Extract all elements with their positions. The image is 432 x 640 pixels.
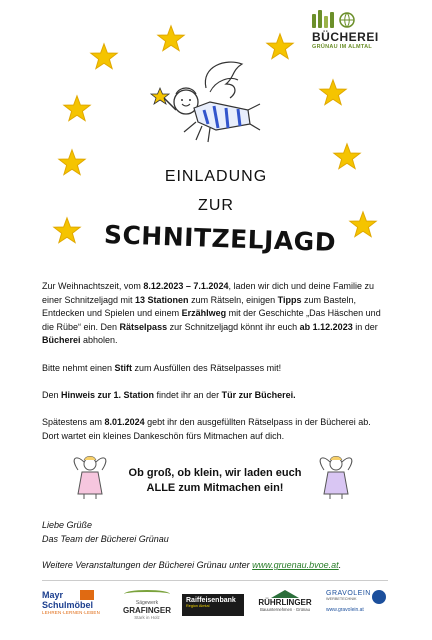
- star-icon: [52, 216, 82, 246]
- sponsor-gravolein: GRAVOLEIN WERBETECHNIK www.gravolein.at: [326, 590, 390, 630]
- library-brand: BÜCHEREI: [312, 30, 379, 44]
- title-scavenger-hunt: SCHNITZELJAGD: [103, 219, 337, 258]
- signoff-greeting: Liebe Grüße: [42, 520, 93, 530]
- library-location: GRÜNAU IM ALMTAL: [312, 44, 373, 50]
- sponsor-grafinger: Sägewerk GRAFINGER Stark in Holz: [118, 590, 176, 630]
- divider: [42, 580, 388, 581]
- title-invitation: EINLADUNG: [164, 168, 268, 185]
- title-to: ZUR: [198, 197, 234, 214]
- angel-left-illustration: [70, 452, 110, 500]
- logo-square-icon: [80, 590, 94, 600]
- library-logo: [312, 10, 382, 50]
- star-icon: [156, 24, 186, 54]
- logo-circle-icon: [372, 590, 386, 604]
- invitation-callout: Ob groß, ob klein, wir laden euch ALLE zum Mitmachen ein!: [128, 467, 302, 494]
- star-icon: [318, 78, 348, 108]
- star-icon: [89, 42, 119, 72]
- more-events: Weitere Veranstaltungen der Bücherei Grünau unter www.gruenau.bvoe.at.: [42, 560, 342, 570]
- sponsor-logos: [42, 590, 390, 630]
- swoosh-icon: [124, 590, 170, 598]
- paragraph-first-station: Den Hinweis zur 1. Station findet ihr an der Tür zur Bücherei.: [42, 390, 296, 400]
- paragraph-intro: Zur Weihnachtszeit, vom 8.12.2023 – 7.1.2024, laden wir dich und deine Familie zu einer Schnitzeljagd mit 13 Stationen zum Rätseln, einigen Tipps zum Basteln, Entdecken und Spielen und einem Erzählweg mit der Geschichte „Das Häschen und die Rübe“ ein. Den Rätselpass zur Schnitzeljagd könnt ihr euch ab 1.12.2023 in der Bücherei abholen.: [42, 281, 381, 345]
- roof-icon: [271, 590, 299, 598]
- globe-icon: [339, 12, 355, 28]
- star-icon: [265, 32, 295, 62]
- paragraph-pen: Bitte nehmt einen Stift zum Ausfüllen des Rätselpasses mit!: [42, 363, 282, 373]
- books-icon: [312, 10, 382, 28]
- sponsor-ruehrlinger: RÜHRLINGER Bauunternehmen · Grünau: [250, 590, 320, 630]
- website-link[interactable]: www.gruenau.bvoe.at: [252, 560, 339, 570]
- angel-right-illustration: [316, 452, 356, 500]
- signoff-team: Das Team der Bücherei Grünau: [42, 533, 169, 544]
- sponsor-raiffeisen: Raiffeisenbank Region Almtal: [182, 594, 244, 616]
- signoff: [42, 519, 169, 546]
- angel-illustration: [146, 58, 264, 158]
- sponsor-mayr-schulmoebel: Mayr Schulmöbel LEHREN·LERNEN·LEBEN: [42, 590, 101, 615]
- star-icon: [62, 94, 92, 124]
- paragraph-return-deadline: Spätestens am 8.01.2024 gebt ihr den ausgefüllten Rätselpass in der Bücherei ab. Dort wartet ein kleines Dankeschön fürs Mitmachen auf dich.: [42, 417, 371, 441]
